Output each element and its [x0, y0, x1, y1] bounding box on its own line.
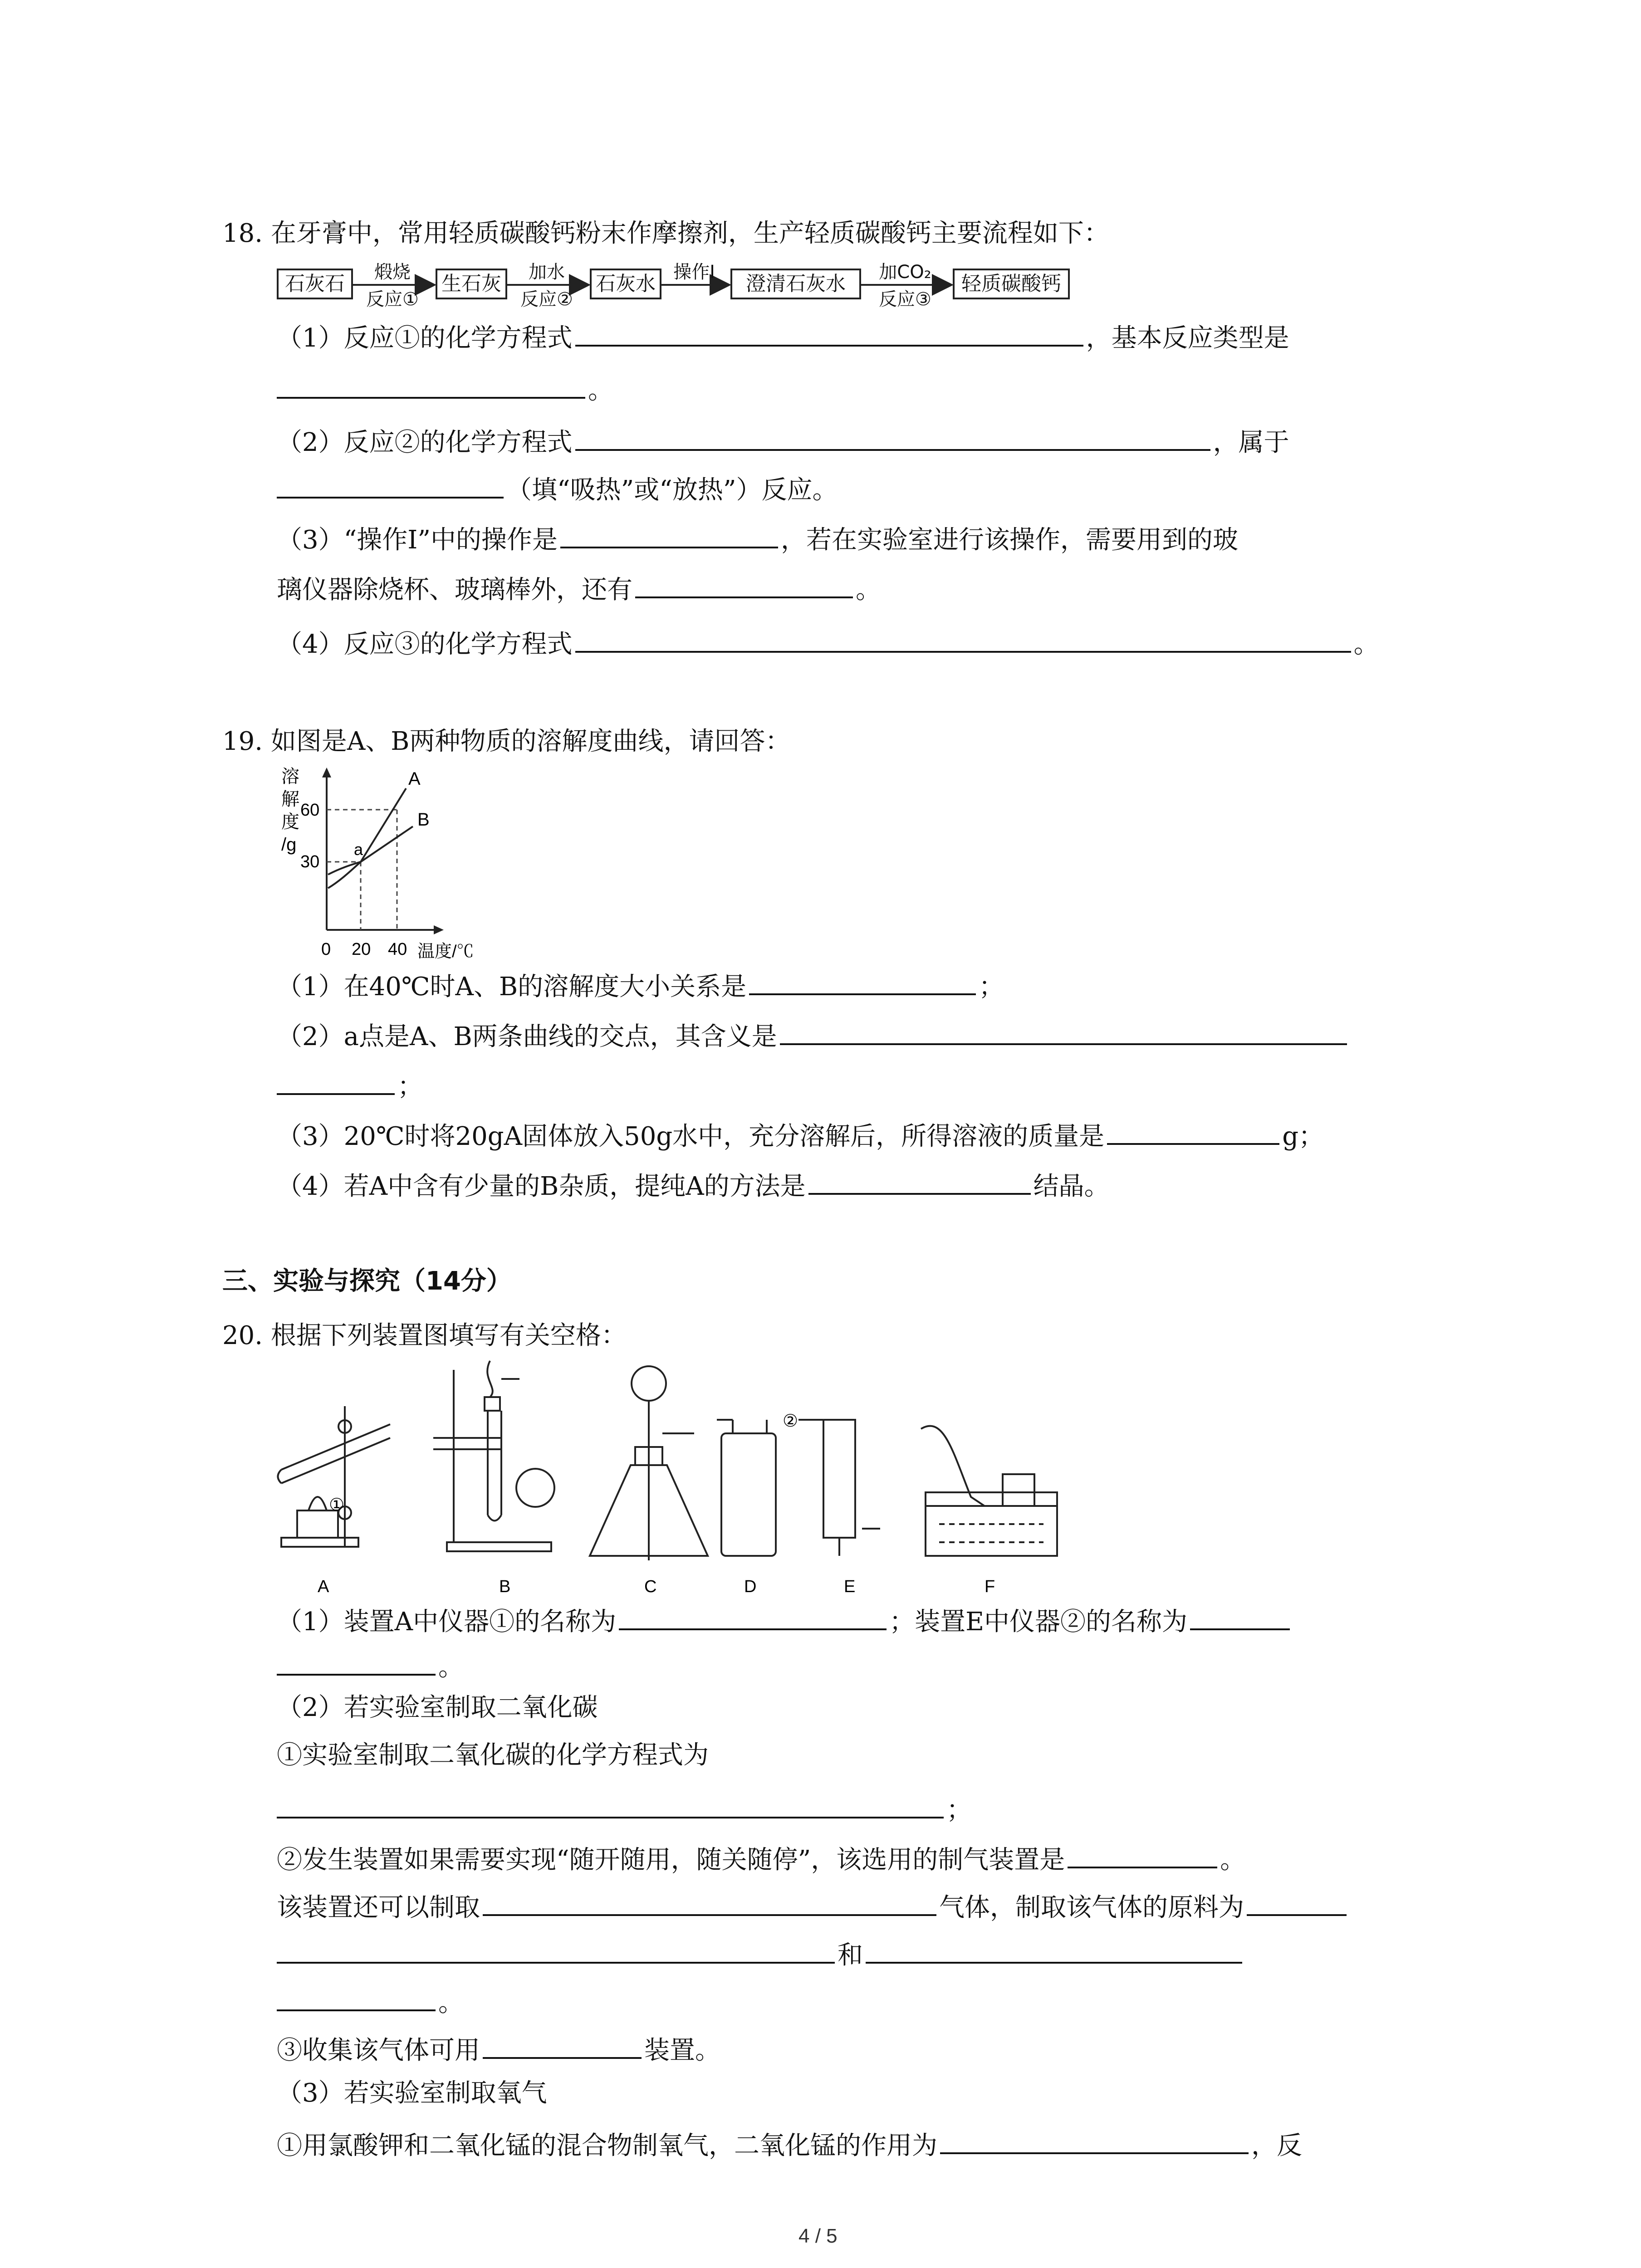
q18-flow-diagram: [277, 263, 1075, 313]
answer-blank[interactable]: [277, 469, 504, 499]
apparatus-label-d: D: [744, 1577, 757, 1596]
q19-part1: （1）在40℃时A、B的溶解度大小关系是 ；: [277, 966, 1004, 1005]
q18-part3-line1: （3）“操作Ⅰ”中的操作是 ，若在实验室进行该操作，需要用到的玻: [277, 519, 1238, 558]
answer-blank[interactable]: [1068, 1839, 1217, 1868]
answer-blank[interactable]: [808, 1166, 1031, 1195]
q19-stem: 19. 如图是A、B两种物质的溶解度曲线，请回答：: [222, 727, 791, 756]
xtick-0: 0: [321, 940, 331, 959]
answer-blank[interactable]: [277, 370, 585, 399]
q20-part2-6: ③收集该气体可用 装置。: [277, 2030, 720, 2069]
y-axis-label-2: 解: [281, 789, 299, 809]
arrow4-bottom-label: 反应③: [879, 289, 931, 310]
answer-blank[interactable]: [277, 1647, 436, 1676]
apparatus-label-f: F: [985, 1577, 995, 1596]
flow-box-limestone: 石灰石: [277, 269, 353, 299]
q20-part2-title: （2）若实验室制取二氧化碳: [277, 1693, 598, 1722]
flow-box-quicklime: 生石灰: [436, 269, 507, 299]
x-axis-label: 温度/℃: [417, 942, 474, 961]
answer-blank[interactable]: [483, 2030, 642, 2059]
answer-blank[interactable]: [1190, 1601, 1290, 1630]
arrow4-top-label: 加CO₂: [879, 262, 931, 283]
page-number: 4 / 5: [798, 2225, 838, 2247]
answer-blank[interactable]: [277, 1066, 395, 1095]
answer-blank[interactable]: [866, 1935, 1242, 1964]
flow-box-limewater: 石灰水: [590, 269, 661, 299]
xtick-20: 20: [352, 940, 371, 959]
marker-1: ①: [329, 1496, 345, 1515]
intersection-label-a: a: [354, 840, 363, 859]
answer-blank[interactable]: [780, 1016, 1347, 1045]
arrow2-top-label: 加水: [529, 262, 565, 283]
answer-blank[interactable]: [749, 966, 976, 995]
lab-apparatus-figure: [272, 1352, 1089, 1601]
apparatus-label-c: C: [644, 1577, 657, 1596]
q18-part2-line1: （2）反应②的化学方程式 ，属于: [277, 422, 1289, 461]
answer-blank[interactable]: [635, 569, 853, 598]
answer-blank[interactable]: [575, 624, 1351, 653]
arrow3-top-label: 操作Ⅰ: [673, 262, 715, 283]
answer-blank[interactable]: [277, 1935, 835, 1964]
arrow1-top-label: 煅烧: [374, 262, 411, 283]
answer-blank[interactable]: [277, 1789, 944, 1818]
q18-part1-line1: （1）反应①的化学方程式 ，基本反应类型是: [277, 318, 1289, 357]
answer-blank[interactable]: [1247, 1887, 1347, 1916]
section-3-title: 三、实验与探究（14分）: [222, 1266, 512, 1296]
q20-part2-2: ②发生装置如果需要实现“随开随用，随关随停”，该选用的制气装置是 。: [277, 1839, 1245, 1878]
answer-blank[interactable]: [575, 422, 1210, 451]
y-axis-label-4: /g: [281, 835, 297, 855]
apparatus-label-b: B: [499, 1577, 511, 1596]
apparatus-label-e: E: [844, 1577, 856, 1596]
q19-part3: （3）20℃时将20gA固体放入50g水中，充分溶解后，所得溶液的质量是 g；: [277, 1116, 1324, 1155]
ytick-30: 30: [300, 852, 320, 871]
q20-part2-5: 。: [277, 1982, 464, 2021]
q20-part1-line2: 。: [277, 1647, 464, 1686]
answer-blank[interactable]: [575, 318, 1083, 347]
q19-part4: （4）若A中含有少量的B杂质，提纯A的方法是 结晶。: [277, 1166, 1110, 1205]
q19-part2-line1: （2）a点是A、B两条曲线的交点，其含义是: [277, 1016, 1350, 1055]
answer-blank[interactable]: [483, 1887, 936, 1916]
answer-blank[interactable]: [1107, 1116, 1279, 1145]
answer-blank[interactable]: [619, 1601, 887, 1630]
curve-label-a-upper: A: [408, 769, 421, 789]
q20-part2-3: 该装置还可以制取 气体，制取该气体的原料为: [277, 1887, 1349, 1926]
answer-blank[interactable]: [940, 2125, 1249, 2154]
y-axis-label-3: 度: [281, 812, 299, 832]
q19-part2-line2: ；: [277, 1066, 423, 1105]
flow-box-clear-limewater: 澄清石灰水: [730, 269, 861, 299]
q18-stem: 18. 在牙膏中，常用轻质碳酸钙粉末作摩擦剂，生产轻质碳酸钙主要流程如下：: [222, 219, 1109, 248]
q20-part3-title: （3）若实验室制取氧气: [277, 2078, 547, 2108]
q18-part4-line: （4）反应③的化学方程式 。: [277, 624, 1379, 663]
curve-label-b: B: [417, 810, 430, 830]
marker-2: ②: [783, 1412, 798, 1431]
q18-part1-line2: 。: [277, 370, 613, 409]
q18-part3-line2: 璃仪器除烧杯、玻璃棒外，还有 。: [277, 569, 881, 608]
q20-part3-1: ①用氯酸钾和二氧化锰的混合物制氧气，二氧化锰的作用为 ，反: [277, 2125, 1302, 2164]
answer-blank[interactable]: [560, 519, 778, 548]
answer-blank[interactable]: [277, 1982, 436, 2011]
q20-stem: 20. 根据下列装置图填写有关空格：: [222, 1321, 627, 1350]
q20-part2-4: 和: [277, 1935, 1245, 1974]
flow-box-light-caco3: 轻质碳酸钙: [953, 269, 1070, 299]
solubility-graph: [268, 762, 504, 962]
q18-part2-line2: （填“吸热”或“放热”）反应。: [277, 469, 838, 508]
y-axis-label-1: 溶: [281, 767, 299, 787]
arrow2-bottom-label: 反应②: [520, 289, 573, 310]
q20-part2-1-blank: ；: [277, 1789, 972, 1828]
q20-part1-line1: （1）装置A中仪器①的名称为 ；装置E中仪器②的名称为: [277, 1601, 1293, 1640]
arrow1-bottom-label: 反应①: [366, 289, 419, 310]
apparatus-label-a: A: [318, 1577, 329, 1596]
q20-part2-1: ①实验室制取二氧化碳的化学方程式为: [277, 1740, 709, 1770]
xtick-40: 40: [388, 940, 407, 959]
ytick-60: 60: [300, 801, 320, 820]
